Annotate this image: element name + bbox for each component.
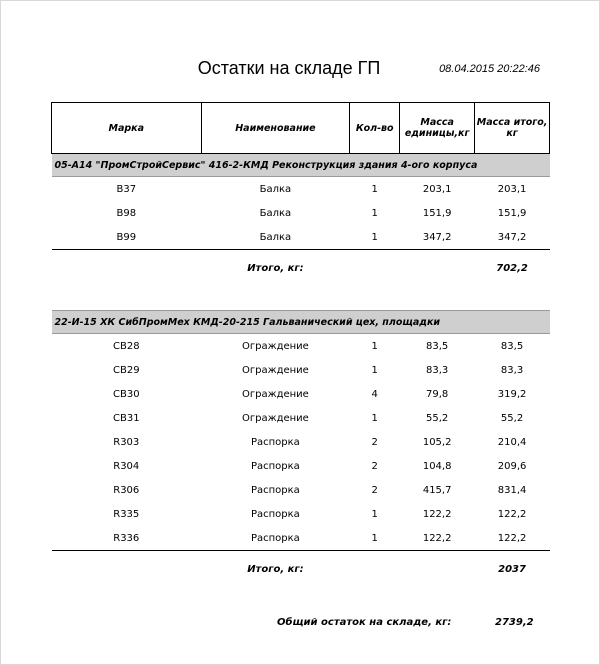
cell-qty: 2 [371,436,378,448]
cell-mark: В98 [116,207,137,219]
cell-name: Распорка [250,508,300,520]
cell-qty: 1 [371,508,378,520]
cell-mark: В37 [116,183,137,195]
group-total-label: Итого, кг: [247,262,304,274]
cell-name: Распорка [250,436,300,448]
cell-total-mass: 55,2 [500,412,524,424]
cell-mark: В99 [116,231,137,243]
cell-qty: 1 [371,412,378,424]
cell-total-mass: 347,2 [497,231,527,243]
stock-table [51,102,550,587]
col-header-name: Наименование [201,103,350,154]
cell-unit-mass: 203,1 [422,183,452,195]
cell-name: Балка [259,183,292,195]
cell-unit-mass: 79,8 [426,388,449,400]
cell-mark: R336 [113,532,140,544]
cell-qty: 2 [371,460,378,472]
table-row [52,478,550,502]
cell-total-mass: 83,3 [500,364,524,376]
cell-total-mass: 151,9 [497,207,527,219]
cell-qty: 1 [371,207,378,219]
cell-name: Ограждение [241,364,309,376]
group-header-row [52,154,550,177]
table-row [52,406,550,430]
cell-qty: 4 [371,388,378,400]
cell-total-mass: 319,2 [497,388,527,400]
group-total-value: 702,2 [496,262,528,274]
cell-qty: 1 [371,340,378,352]
cell-unit-mass: 347,2 [422,231,452,243]
cell-name: Балка [259,231,292,243]
cell-mark: R304 [113,460,140,472]
group-total-row [52,250,550,287]
cell-total-mass: 122,2 [497,532,527,544]
cell-name: Ограждение [241,388,309,400]
group-total-value: 2037 [498,563,526,575]
table-row [52,201,550,225]
cell-mark: СВ31 [112,412,140,424]
group-total-label: Итого, кг: [247,563,304,575]
table-row [52,177,550,202]
cell-mark: СВ29 [112,364,140,376]
cell-mark: СВ30 [112,388,140,400]
table-row [52,225,550,249]
table-row [52,382,550,406]
col-header-total-mass: Масса итого, кг [475,103,550,154]
col-header-mark: Марка [52,103,202,154]
cell-unit-mass: 83,5 [426,340,449,352]
cell-total-mass: 122,2 [497,508,527,520]
cell-unit-mass: 122,2 [422,508,452,520]
table-row [52,334,550,359]
cell-total-mass: 210,4 [497,436,527,448]
group-total-row [52,551,550,588]
cell-total-mass: 831,4 [497,484,527,496]
group-title: 22-И-15 ХК СибПромМех КМД-20-215 Гальванический цех, площадки [52,311,550,334]
cell-unit-mass: 415,7 [422,484,452,496]
cell-qty: 1 [371,532,378,544]
cell-mark: R306 [113,484,140,496]
grand-total-label: Общий остаток на складе, кг: [277,617,452,628]
cell-qty: 2 [371,484,378,496]
cell-qty: 1 [371,183,378,195]
group-header-row [52,311,550,334]
spacer-row [52,286,550,311]
table-row [52,454,550,478]
cell-name: Ограждение [241,340,309,352]
group-title: 05-А14 "ПромСтройСервис" 416-2-КМД Реконструкция здания 4-ого корпуса [52,154,550,177]
table-row [52,526,550,550]
cell-name: Распорка [250,532,300,544]
report-title: Остатки на складе ГП [197,58,381,78]
table-row [52,502,550,526]
col-header-unit-mass: Масса единицы,кг [400,103,475,154]
table-row [52,430,550,454]
cell-name: Ограждение [241,412,309,424]
cell-mark: R303 [113,436,140,448]
cell-total-mass: 83,5 [500,340,524,352]
cell-total-mass: 203,1 [497,183,527,195]
cell-total-mass: 209,6 [497,460,527,472]
cell-mark: СВ28 [112,340,140,352]
cell-mark: R335 [113,508,140,520]
cell-unit-mass: 83,3 [426,364,449,376]
cell-unit-mass: 151,9 [422,207,452,219]
cell-name: Балка [259,207,292,219]
table-header-row [52,103,550,154]
cell-name: Распорка [250,484,300,496]
cell-qty: 1 [371,364,378,376]
cell-unit-mass: 55,2 [426,412,449,424]
grand-total-value: 2739,2 [495,617,534,628]
cell-unit-mass: 122,2 [422,532,452,544]
table-row [52,358,550,382]
cell-unit-mass: 105,2 [422,436,452,448]
report-datetime: 08.04.2015 20:22:46 [439,63,540,75]
col-header-qty: Кол-во [350,103,400,154]
cell-qty: 1 [371,231,378,243]
cell-unit-mass: 104,8 [422,460,452,472]
cell-name: Распорка [250,460,300,472]
